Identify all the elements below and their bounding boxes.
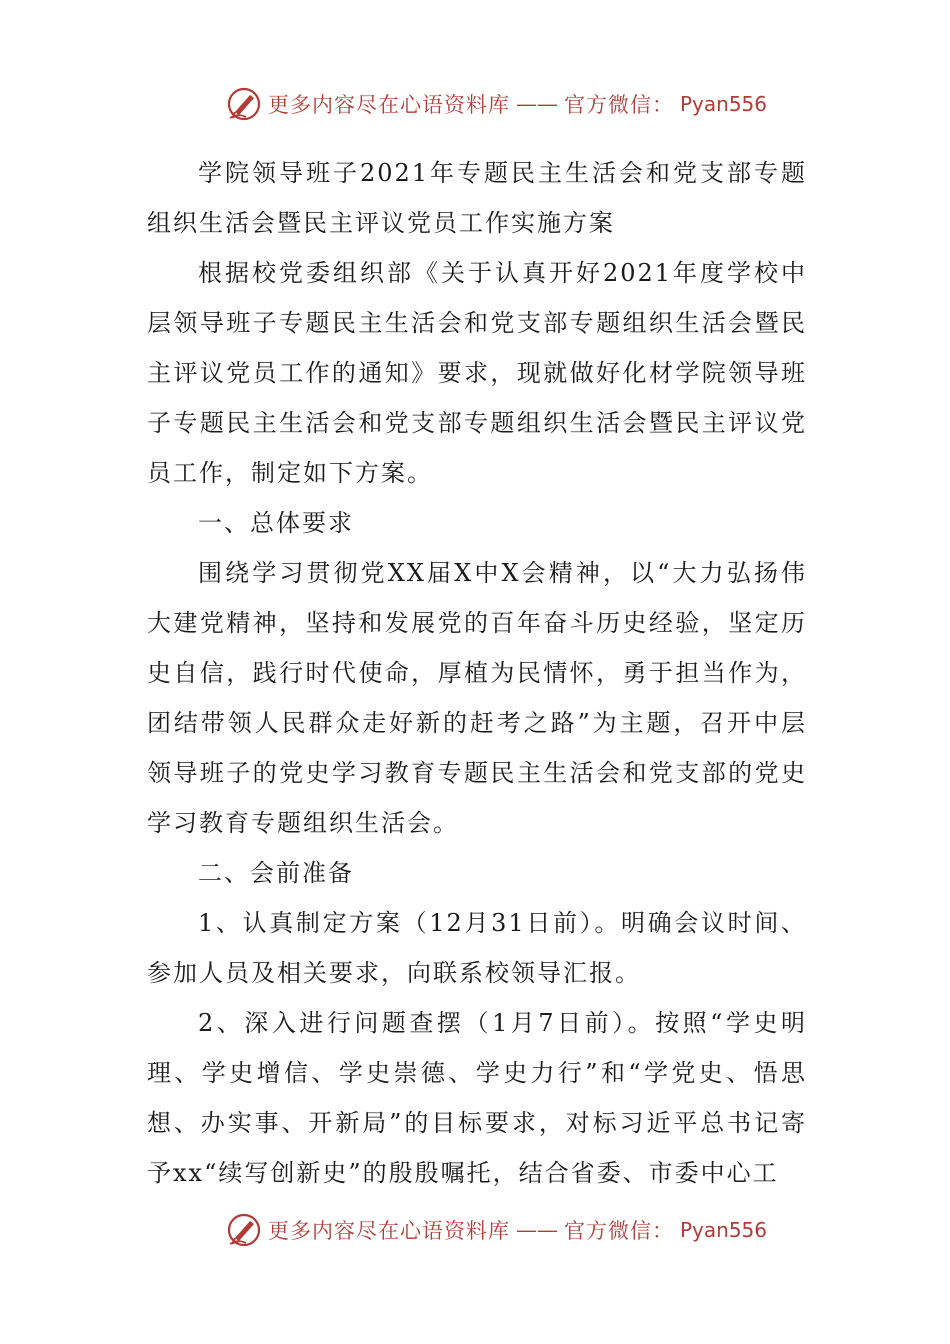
document-body — [147, 148, 807, 1198]
section-heading-preparation: 二、会前准备 — [198, 859, 354, 887]
watermark-wechat-id: Pyan556 — [680, 92, 768, 116]
document-title: 学院领导班子2021年专题民主生活会和党支部专题组织生活会暨民主评议党员工作实施方案 — [147, 159, 807, 237]
watermark-text: 更多内容尽在心语资料库 — [268, 1219, 510, 1243]
watermark-label: 官方微信： — [564, 93, 674, 117]
watermark-separator: —— — [516, 92, 558, 116]
pen-logo-icon — [226, 1212, 262, 1248]
watermark-text: 更多内容尽在心语资料库 — [268, 93, 510, 117]
pen-logo-icon — [226, 86, 262, 122]
paragraph-step-1: 1、认真制定方案（12月31日前）。明确会议时间、参加人员及相关要求，向联系校领导汇报。 — [147, 909, 807, 987]
paragraph-intro: 根据校党委组织部《关于认真开好2021年度学校中层领导班子专题民主生活会和党支部专题组织生活会暨民主评议党员工作的通知》要求，现就做好化材学院领导班子专题民主生活会和党支部专题组织生活会暨民主评议党员工作，制定如下方案。 — [147, 259, 807, 487]
watermark-wechat-id: Pyan556 — [680, 1218, 768, 1242]
watermark-header — [226, 82, 767, 126]
watermark-separator: —— — [516, 1218, 558, 1242]
watermark-footer — [226, 1208, 767, 1252]
section-heading-overall-requirements: 一、总体要求 — [198, 509, 354, 537]
paragraph-theme: 围绕学习贯彻党XX届X中X会精神，以“大力弘扬伟大建党精神，坚持和发展党的百年奋斗历史经验，坚定历史自信，践行时代使命，厚植为民情怀，勇于担当作为，团结带领人民群众走好新的赶考之路”为主题，召开中层领导班子的党史学习教育专题民主生活会和党支部的党史学习教育专题组织生活会。 — [147, 559, 807, 837]
paragraph-step-2: 2、深入进行问题查摆（1月7日前）。按照“学史明理、学史增信、学史崇德、学史力行”和“学党史、悟思想、办实事、开新局”的目标要求，对标习近平总书记寄予xx“续写创新史”的殷殷嘱托，结合省委、市委中心工 — [147, 1009, 807, 1187]
watermark-label: 官方微信： — [564, 1219, 674, 1243]
